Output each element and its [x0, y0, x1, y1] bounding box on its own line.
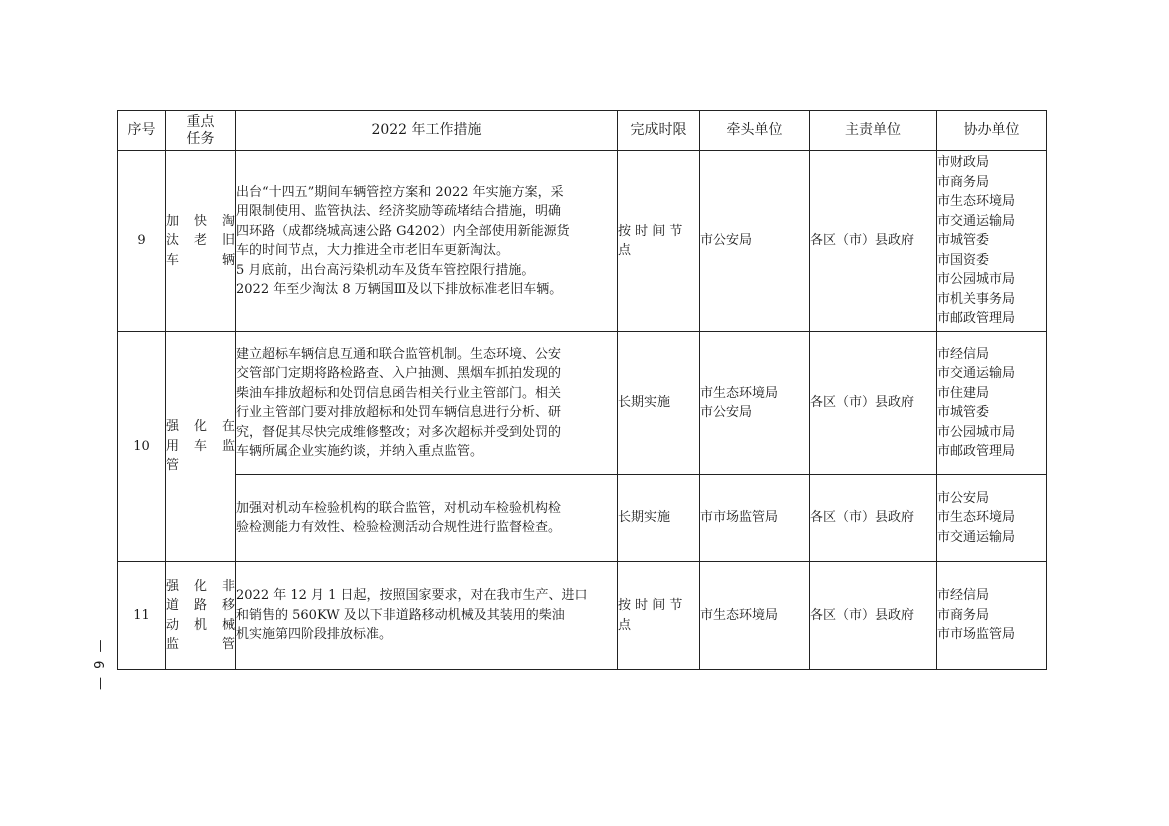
row-measure — [236, 562, 618, 670]
assist-unit-line: 市财政局 — [937, 155, 990, 171]
measure-line: 交管部门定期将路检路查、入户抽测、黑烟车抓拍发现的 — [236, 366, 562, 381]
header-task-line: 重点 — [186, 113, 215, 130]
deadline-line: 按 时 间 节 — [618, 598, 683, 613]
lead-unit-line: 市公安局 — [700, 405, 753, 420]
assist-unit-line: 市机关事务局 — [937, 291, 1016, 307]
assist-unit-line: 市经信局 — [937, 346, 990, 362]
deadline-line: 点 — [618, 617, 632, 633]
task-line: 加 快 淘 — [166, 213, 235, 229]
assist-unit-line: 市邮政管理局 — [937, 311, 1016, 327]
row-index: 11 — [118, 562, 166, 670]
measure-line: 用限制使用、监管执法、经济奖励等疏堵结合措施，明确 — [236, 204, 562, 219]
table-row — [118, 475, 1047, 562]
row-lead-unit — [700, 332, 810, 475]
row-task — [166, 562, 236, 670]
row-lead-unit — [700, 475, 810, 562]
assist-unit-line: 市交通运输局 — [937, 213, 1016, 229]
row-responsible-unit: 各区（市）县政府 — [810, 332, 937, 475]
measure-line: 和销售的 560KW 及以下非道路移动机械及其装用的柴油 — [236, 607, 565, 623]
assist-unit-line: 市邮政管理局 — [937, 444, 1016, 459]
row-index: 10 — [118, 332, 166, 562]
deadline-line: 点 — [618, 243, 632, 258]
header-measure: 2022 年工作措施 — [236, 111, 618, 151]
measure-line: 建立超标车辆信息互通和联合监管机制。生态环境、公安 — [236, 346, 562, 362]
measure-line: 加强对机动车检验机构的联合监管，对机动车检验机构检 — [236, 500, 562, 516]
assist-unit-line: 市公安局 — [937, 490, 990, 506]
row-responsible-unit: 各区（市）县政府 — [810, 562, 937, 670]
assist-unit-line: 市商务局 — [937, 607, 990, 623]
row-lead-unit — [700, 151, 810, 332]
assist-unit-line: 市公园城市局 — [937, 424, 1016, 440]
assist-unit-line: 市城管委 — [937, 233, 990, 249]
row-responsible-unit: 各区（市）县政府 — [810, 151, 937, 332]
row-responsible-unit: 各区（市）县政府 — [810, 475, 937, 562]
task-line: 动 机 械 — [166, 617, 235, 633]
row-deadline — [618, 475, 700, 562]
assist-unit-line: 市公园城市局 — [937, 272, 1016, 288]
measure-line: 验检测能力有效性、检验检测活动合规性进行监督检查。 — [236, 520, 562, 535]
measure-line: 出台“十四五”期间车辆管控方案和 2022 年实施方案，采 — [236, 184, 564, 200]
measure-line: 柴油车排放超标和处罚信息函告相关行业主管部门。相关 — [236, 385, 562, 401]
table-row — [118, 332, 1047, 475]
row-measure — [236, 151, 618, 332]
row-measure — [236, 475, 618, 562]
header-task-line: 任务 — [186, 130, 215, 147]
row-deadline — [618, 151, 700, 332]
task-line: 用 车 监 — [166, 438, 235, 454]
measure-line: 车的时间节点，大力推进全市老旧车更新淘汰。 — [236, 243, 510, 258]
task-line: 强 化 在 — [166, 419, 235, 435]
deadline-line: 长期实施 — [618, 510, 671, 526]
assist-unit-line: 市经信局 — [937, 588, 990, 604]
measure-line: 车辆所属企业实施约谈，并纳入重点监管。 — [236, 444, 484, 459]
header-index: 序号 — [118, 111, 166, 151]
header-deadline: 完成时限 — [618, 111, 700, 151]
measures-table — [117, 110, 1047, 670]
lead-unit-line: 市生态环境局 — [700, 607, 779, 623]
header-responsible-unit: 主责单位 — [810, 111, 937, 151]
header-assisting-unit: 协办单位 — [937, 111, 1047, 151]
measure-line: 2022 年 12 月 1 日起，按照国家要求，对在我市生产、进口 — [236, 588, 588, 604]
row-assisting-unit — [937, 475, 1047, 562]
assist-unit-line: 市市场监管局 — [937, 627, 1016, 643]
row-assisting-unit — [937, 562, 1047, 670]
deadline-line: 长期实施 — [618, 395, 671, 411]
assist-unit-line: 市国资委 — [937, 252, 990, 268]
measure-line: 2022 年至少淘汰 8 万辆国Ⅲ及以下排放标准老旧车辆。 — [236, 282, 563, 297]
assist-unit-line: 市商务局 — [937, 174, 990, 190]
table-row — [118, 562, 1047, 670]
lead-unit-line: 市市场监管局 — [700, 510, 779, 526]
assist-unit-line: 市住建局 — [937, 385, 990, 401]
header-lead-unit: 牵头单位 — [700, 111, 810, 151]
table-row — [118, 151, 1047, 332]
page-number: — 9 — — [93, 637, 108, 691]
row-deadline — [618, 332, 700, 475]
header-row — [118, 111, 1047, 151]
task-line: 车辆 — [166, 252, 235, 268]
assist-unit-line: 市生态环境局 — [937, 510, 1016, 526]
row-lead-unit — [700, 562, 810, 670]
lead-unit-line: 市公安局 — [700, 233, 753, 249]
task-line: 管 — [166, 458, 180, 474]
assist-unit-line: 市交通运输局 — [937, 529, 1016, 545]
row-assisting-unit — [937, 332, 1047, 475]
assist-unit-line: 市交通运输局 — [937, 366, 1016, 381]
task-line: 道 路 移 — [166, 598, 235, 613]
row-measure — [236, 332, 618, 475]
assist-unit-line: 市城管委 — [937, 405, 990, 420]
measure-line: 机实施第四阶段排放标准。 — [236, 627, 393, 643]
header-task — [166, 111, 236, 151]
lead-unit-line: 市生态环境局 — [700, 385, 779, 401]
row-task — [166, 332, 236, 562]
task-line: 强 化 非 — [166, 578, 235, 594]
row-assisting-unit — [937, 151, 1047, 332]
task-line: 汰 老 旧 — [166, 233, 235, 249]
measure-line: 究，督促其尽快完成维修整改；对多次超标并受到处罚的 — [236, 424, 562, 440]
row-index: 9 — [118, 151, 166, 332]
row-task — [166, 151, 236, 332]
row-deadline — [618, 562, 700, 670]
assist-unit-line: 市生态环境局 — [937, 194, 1016, 210]
measure-line: 5 月底前，出台高污染机动车及货车管控限行措施。 — [236, 262, 535, 278]
measure-line: 四环路（成都绕城高速公路 G4202）内全部使用新能源货 — [236, 223, 570, 239]
deadline-line: 按 时 间 节 — [618, 223, 683, 239]
measure-line: 行业主管部门要对排放超标和处罚车辆信息进行分析、研 — [236, 405, 562, 420]
task-line: 监管 — [166, 637, 235, 652]
